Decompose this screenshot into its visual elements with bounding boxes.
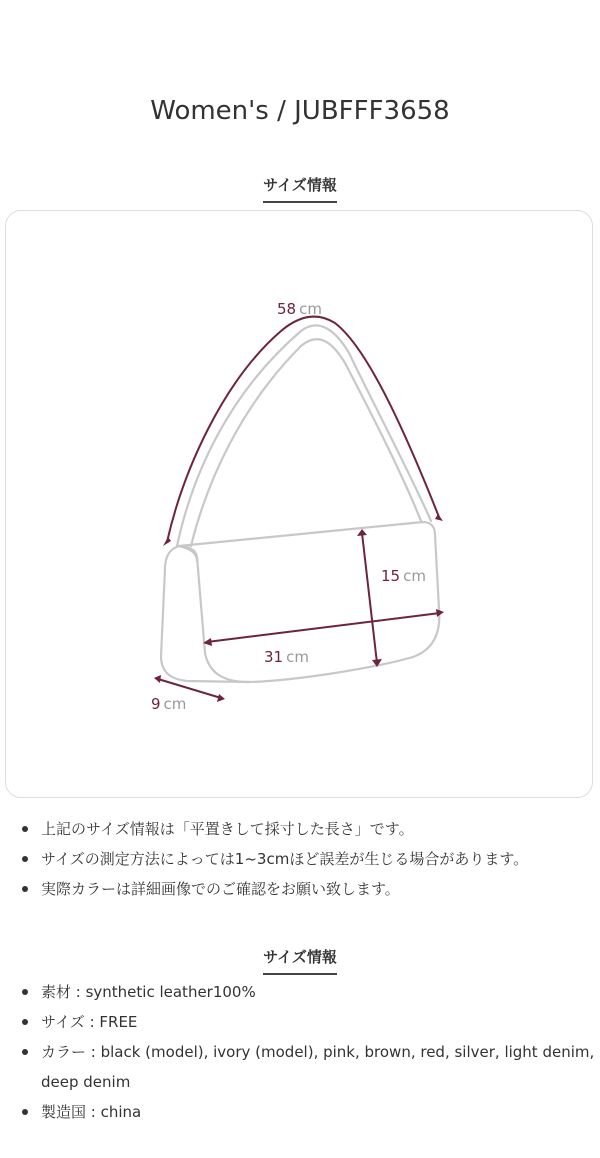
strap-measure-line	[167, 317, 439, 542]
size-note: サイズの測定方法によっては1~3cmほど誤差が生じる場合があります。	[20, 844, 528, 874]
depth-arrow-left	[154, 675, 161, 683]
page-title: Women's / JUBFFF3658	[150, 96, 450, 126]
bag-front	[179, 522, 439, 682]
strap-inner	[191, 339, 421, 546]
depth-arrow-right	[217, 694, 225, 702]
size-note: 実際カラーは詳細画像でのご確認をお願い致します。	[20, 874, 528, 904]
spec-heading	[0, 946, 600, 975]
spec-origin: 製造国 : china	[20, 1097, 600, 1127]
size-notes-list	[20, 814, 528, 904]
spec-size: サイズ : FREE	[20, 1007, 600, 1037]
height-measure-line	[362, 533, 377, 663]
width-measure-line	[207, 613, 440, 642]
size-note: 上記のサイズ情報は「平置きして採寸した長さ」です。	[20, 814, 528, 844]
bag-side	[161, 546, 249, 682]
bag-outline	[161, 325, 439, 682]
bag-side-edge	[179, 546, 197, 561]
depth-label: 9 cm	[151, 695, 187, 713]
height-arrow-top	[357, 529, 367, 536]
strap-label: 58 cm	[277, 300, 322, 318]
spec-list	[20, 977, 600, 1127]
width-label: 31 cm	[264, 648, 309, 666]
size-info-heading-label: サイズ情報	[263, 174, 337, 203]
spec-material: 素材 : synthetic leather100%	[20, 977, 600, 1007]
measure-lines	[158, 317, 440, 698]
strap-outer	[177, 325, 431, 546]
size-diagram-box	[5, 210, 593, 798]
height-label: 15 cm	[381, 567, 426, 585]
size-info-heading	[0, 174, 600, 203]
measure-arrowheads	[154, 514, 444, 702]
bag-diagram	[6, 211, 593, 798]
spec-heading-label: サイズ情報	[263, 946, 337, 975]
spec-colors: カラー : black (model), ivory (model), pink, brown, red, silver, light denim, deep denim	[20, 1037, 600, 1097]
